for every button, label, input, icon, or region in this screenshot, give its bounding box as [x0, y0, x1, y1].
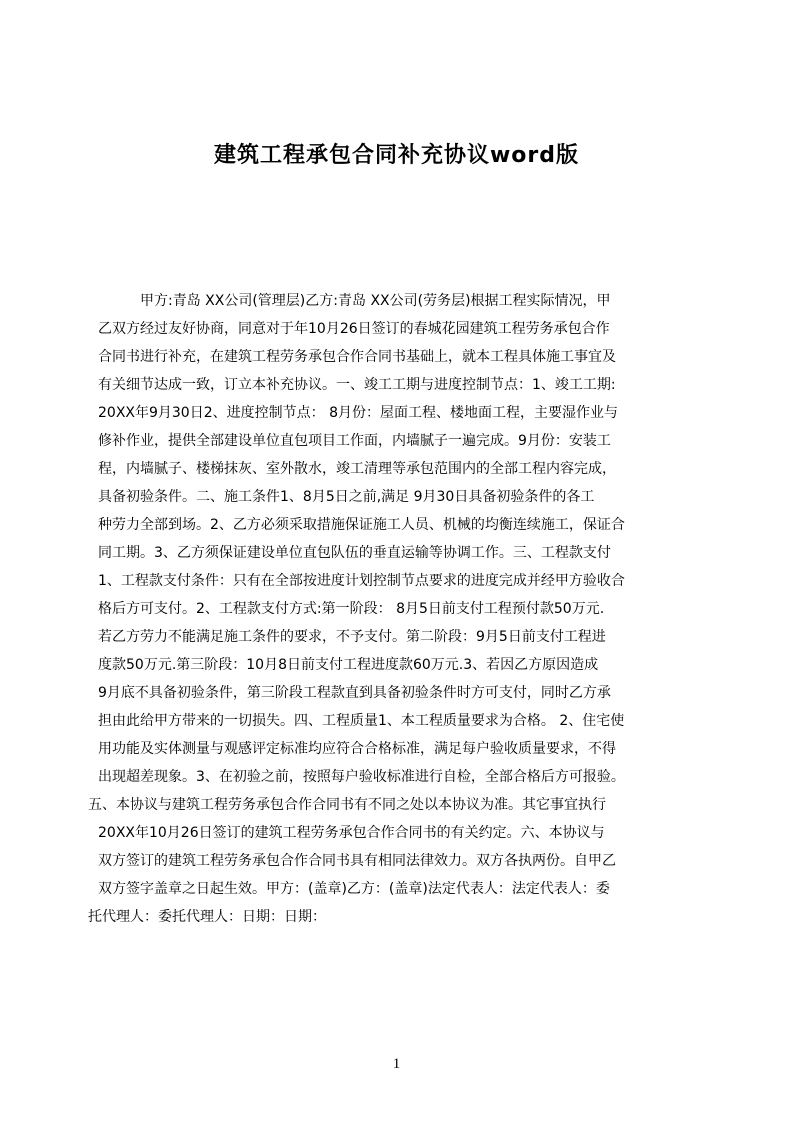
body-line: 甲方:青岛 XX公司(管理层)乙方:青岛 XX公司(劳务层)根据工程实际情况，甲	[140, 293, 611, 309]
body-line: 五、本协议与建筑工程劳务承包合作合同书有不同之处以本协议为准。其它事宜执行	[88, 797, 606, 813]
body-line: 若乙方劳力不能满足施工条件的要求，不予支付。第二阶段：9月5日前支付工程进	[98, 629, 606, 645]
body-line: 用功能及实体测量与观感评定标准均应符合合格标准，满足每户验收质量要求，不得	[98, 741, 616, 757]
body-line: 20XX年9月30日2、进度控制节点： 8月份：屋面工程、楼地面工程，主要湿作业与	[98, 405, 618, 421]
body-line: 双方签字盖章之日起生效。甲方：(盖章)乙方：(盖章)法定代表人：法定代表人：委	[98, 881, 610, 897]
body-line: 双方签订的建筑工程劳务承包合作合同书具有相同法律效力。双方各执两份。自甲乙	[98, 853, 616, 869]
body-line: 程，内墙腻子、楼梯抹灰、室外散水，竣工清理等承包范围内的全部工程内容完成，	[98, 461, 616, 477]
body-line: 有关细节达成一致，订立本补充协议。一、竣工工期与进度控制节点：1、竣工工期:	[98, 377, 616, 393]
body-line: 1、工程款支付条件：只有在全部按进度计划控制节点要求的进度完成并经甲方验收合	[98, 573, 625, 589]
body-line: 出现超差现象。3、在初验之前，按照每户验收标准进行自检，全部合格后方可报验。	[98, 769, 625, 785]
body-line: 合同书进行补充，在建筑工程劳务承包合作合同书基础上，就本工程具体施工事宜及	[98, 349, 616, 365]
body-line: 20XX年10月26日签订的建筑工程劳务承包合作合同书的有关约定。六、本协议与	[98, 825, 605, 841]
page-number: 1	[392, 1056, 401, 1072]
body-line: 具备初验条件。二、施工条件1、8月5日之前,满足 9月30日具备初验条件的各工	[98, 489, 595, 505]
body-line: 乙双方经过友好协商，同意对于年10月26日签订的春城花园建筑工程劳务承包合作	[98, 321, 610, 337]
body-line: 格后方可支付。2、工程款支付方式:第一阶段： 8月5日前支付工程预付款50万元.	[98, 601, 605, 617]
body-line: 9月底不具备初验条件，第三阶段工程款直到具备初验条件时方可支付，同时乙方承	[98, 685, 611, 701]
body-line: 修补作业，提供全部建设单位直包项目工作面，内墙腻子一遍完成。9月份：安装工	[98, 433, 611, 449]
document-title: 建筑工程承包合同补充协议word版	[213, 143, 580, 168]
document-body	[88, 287, 698, 925]
body-line: 度款50万元.第三阶段：10月8日前支付工程进度款60万元.3、若因乙方原因造成	[98, 657, 599, 673]
body-line: 同工期。3、乙方须保证建设单位直包队伍的垂直运输等协调工作。三、工程款支付	[98, 545, 611, 561]
body-line: 种劳力全部到场。2、乙方必须采取措施保证施工人员、机械的均衡连续施工，保证合	[98, 517, 625, 533]
body-line: 托代理人：委托代理人：日期：日期：	[88, 909, 326, 925]
body-line: 担由此给甲方带来的一切损失。四、工程质量1、本工程质量要求为合格。 2、住宅使	[98, 713, 625, 729]
